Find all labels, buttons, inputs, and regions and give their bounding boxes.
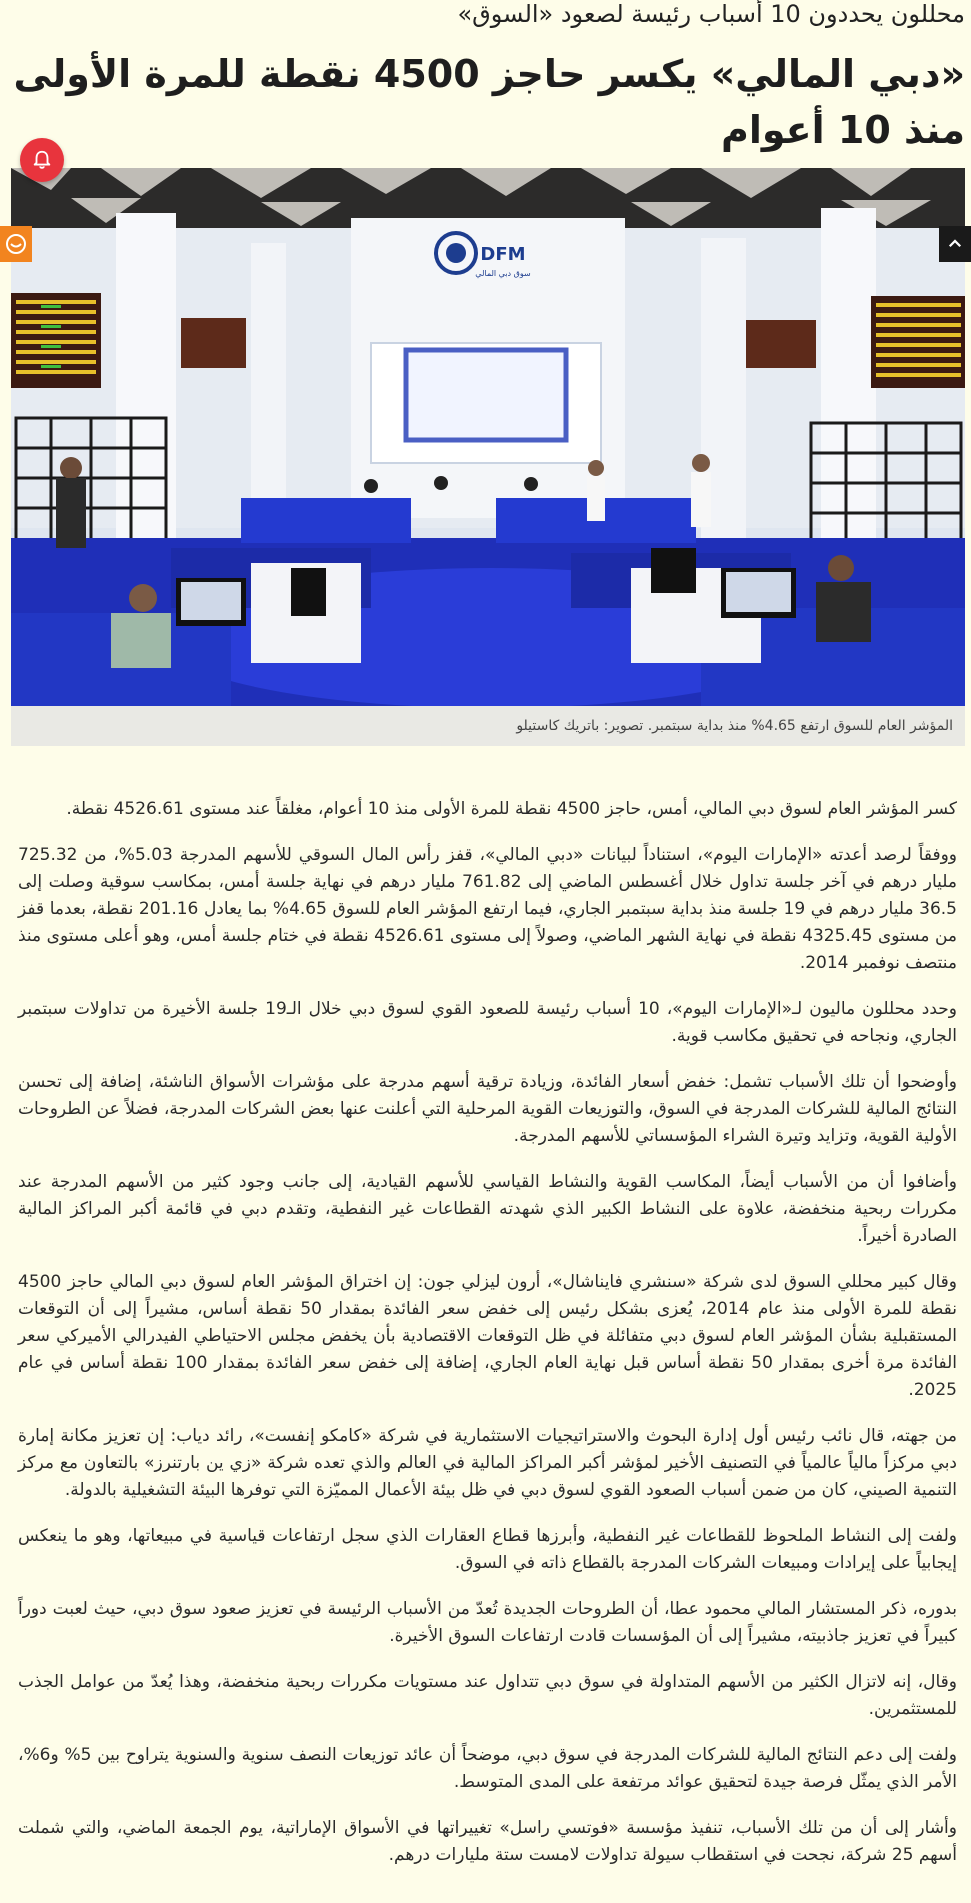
article-paragraph: بدوره، ذكر المستشار المالي محمود عطا، أن الطروحات الجديدة تُعدّ من الأسباب الرئيسة في تعزيز صعود سوق دبي، حيث لعبت دوراً كبيراً في تعزيز جاذبيته، مشيراً إلى أن المؤسسات قادت ارتفاعات السوق الأخيرة. (18, 1599, 957, 1646)
subheadline: محللون يحددون 10 أسباب رئيسة لصعود «السوق» (457, 0, 965, 28)
article-paragraph: وأوضحوا أن تلك الأسباب تشمل: خفض أسعار الفائدة، وزيادة ترقية أسهم مدرجة على مؤشرات الأسواق الناشئة، إضافة إلى تحسن النتائج المالية للشركات المدرجة في السوق، والتوزيعات القوية المرحلية التي أعلنت عنها بعض الشركات المدرجة، فضلاً عن الطروحات الأولية القوية، وتزايد وتيرة الشراء المؤسساتي للأسهم المدرجة. (18, 1072, 957, 1146)
article-paragraph: ووفقاً لرصد أعدته «الإمارات اليوم»، استناداً لبيانات «دبي المالي»، قفز رأس المال السوقي للأسهم المدرجة 5.03%، من 725.32 مليار درهم في آخر جلسة تداول خلال أغسطس الماضي إلى 761.82 مليار درهم في نهاية جلسة أمس، بمكاسب سوقية وصلت إلى 36.5 مليار درهم في 19 جلسة منذ بداية سبتمبر الجاري، فيما ارتفع المؤشر العام للسوق 4.65% بما يعادل 201.16 نقطة، بعدما قفز من مستوى 4325.45 نقطة في نهاية الشهر الماضي، وصولاً إلى مستوى 4526.61 نقطة في ختام جلسة أمس، وهو أعلى مستوى منذ منتصف نوفمبر 2014. (18, 845, 957, 973)
article-headline: «دبي المالي» يكسر حاجز 4500 نقطة للمرة الأولى منذ 10 أعوام (13, 52, 965, 152)
smile-icon (4, 232, 28, 256)
trading-floor-illustration (11, 168, 965, 706)
article-paragraph: وقال، إنه لاتزال الكثير من الأسهم المتداولة في سوق دبي تتداول عند مستويات مكررات ربحية منخفضة، وهذا يُعدّ من عوامل الجذب للمستثمرين. (18, 1672, 957, 1719)
article-paragraph: وحدد محللون ماليون لـ«الإمارات اليوم»، 10 أسباب رئيسة للصعود القوي لسوق دبي خلال الـ19 جلسة الأخيرة من تداولات سبتمبر الجاري، ونجاحه في تحقيق مكاسب قوية. (18, 999, 957, 1046)
article-paragraph: وقال كبير محللي السوق لدى شركة «سنشري فايناشال»، أرون ليزلي جون: إن اختراق المؤشر العام لسوق دبي المالي حاجز 4500 نقطة للمرة الأولى منذ عام 2014، يُعزى بشكل رئيس إلى خفض سعر الفائدة بمقدار 50 نقطة أساس، مشيراً إلى أن التوقعات المستقبلية بشأن المؤشر العام لسوق دبي متفائلة في ظل التوقعات الاقتصادية بأن يخفض مجلس الاحتياطي الفيدرالي الأميركي سعر الفائدة مرة أخرى بمقدار 50 نقطة أساس قبل نهاية العام الجاري، إضافة إلى خفض سعر الفائدة بمقدار 100 نقطة أساس في عام 2025. (18, 1272, 957, 1400)
article-paragraph: وأشار إلى أن من تلك الأسباب، تنفيذ مؤسسة «فوتسي راسل» تغييراتها في الأسواق الإماراتية، يوم الجمعة الماضي، والتي شملت أسهم 25 شركة، نجحت في استقطاب سيولة تداولات لامست ستة مليارات درهم. (18, 1818, 957, 1865)
photo-caption-text: المؤشر العام للسوق ارتفع 4.65% منذ بداية سبتمبر. تصوير: باتريك كاستيلو (516, 718, 953, 734)
chevron-up-icon (946, 235, 964, 253)
article-paragraph: ولفت إلى النشاط الملحوظ للقطاعات غير النفطية، وأبرزها قطاع العقارات الذي سجل ارتفاعات قياسية في مبيعاتها، وهو ما ينعكس إيجابياً على إيرادات ومبيعات الشركات المدرجة بالقطاع ذاته في السوق. (18, 1526, 957, 1573)
scroll-top-button[interactable] (939, 226, 971, 262)
dfm-sign-subtext: سوق دبي المالي (475, 269, 531, 278)
article-paragraph: كسر المؤشر العام لسوق دبي المالي، أمس، حاجز 4500 نقطة للمرة الأولى منذ 10 أعوام، مغلقاً عند مستوى 4526.61 نقطة. (66, 799, 957, 819)
bell-icon (31, 149, 53, 171)
dfm-sign-text: DFM (480, 244, 526, 265)
article-photo (11, 168, 965, 706)
article-paragraph: ولفت إلى دعم النتائج المالية للشركات المدرجة في سوق دبي، موضحاً أن عائد توزيعات النصف سنوية والسنوية يتراوح بين 5% و6%، الأمر الذي يمثّل فرصة جيدة لتحقيق عوائد مرتفعة على المدى المتوسط. (18, 1745, 957, 1792)
article-body (18, 796, 957, 1888)
article-paragraph: من جهته، قال نائب رئيس أول إدارة البحوث والاستراتيجيات الاستثمارية في شركة «كامكو إنفست»، رائد دياب: إن تعزيز مكانة إمارة دبي مركزاً مالياً عالمياً في التصنيف الأخير لمؤشر أكبر المراكز المالية في العالم والذي تعده شركة «زي ين بارتنرز» بالتعاون مع مركز التنمية الصيني، كان من ضمن أسباب الصعود القوي لسوق دبي في ظل بيئة الأعمال المميّزة التي توفرها البيئة التشغيلية بالدولة. (18, 1426, 957, 1500)
article-paragraph: وأضافوا أن من الأسباب أيضاً، المكاسب القوية والنشاط القياسي للأسهم القيادية، إلى جانب وجود كثير من الأسهم المدرجة عند مكررات ربحية منخفضة، علاوة على النشاط الكبير الذي شهدته القطاعات غير النفطية، وتقدم دبي في قائمة أكبر المراكز المالية الصادرة أخيراً. (18, 1172, 957, 1246)
photo-caption (11, 706, 965, 746)
notification-button[interactable] (20, 138, 64, 182)
side-widget-tab[interactable] (0, 226, 32, 262)
